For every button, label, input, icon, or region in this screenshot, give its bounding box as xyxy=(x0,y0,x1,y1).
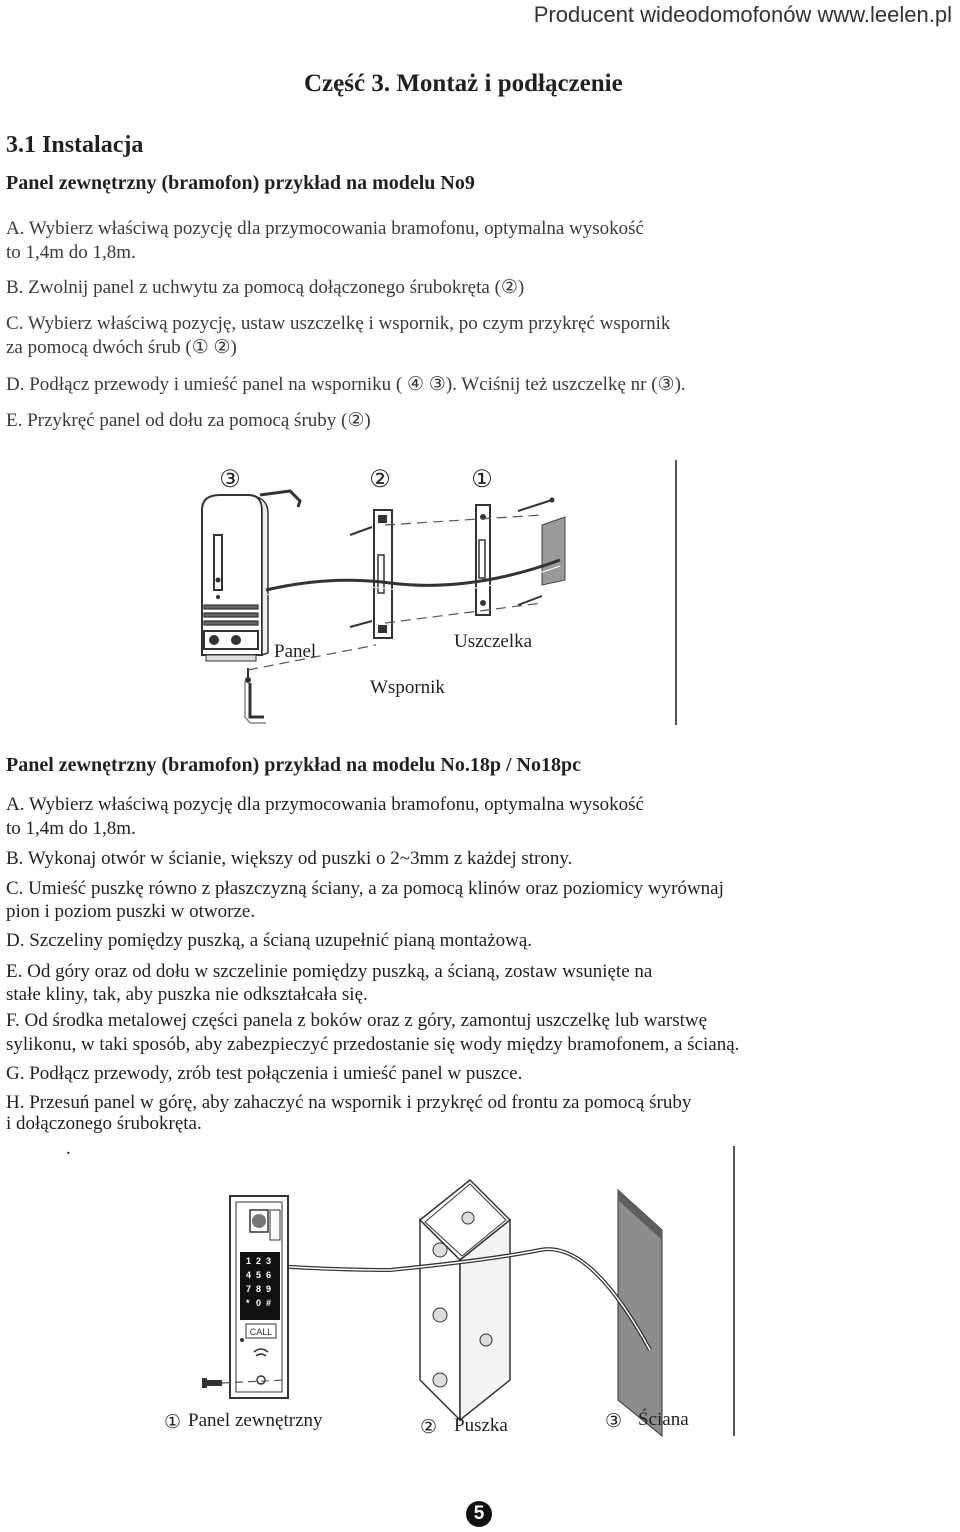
outdoor-panel-device xyxy=(230,1196,288,1398)
diagram1-number-1: ① xyxy=(471,466,493,493)
flush-box-puszka xyxy=(420,1180,510,1420)
panel-device xyxy=(202,495,268,661)
block2-line-f2: sylikonu, w taki sposób, aby zabezpieczyć przedostanie się wody między bramofonem, a ścianą. xyxy=(6,1034,740,1055)
block1-line-a2: to 1,4m do 1,8m. xyxy=(6,242,136,263)
svg-text:4: 4 xyxy=(246,1270,252,1280)
block1-line-a1: A. Wybierz właściwą pozycję dla przymocowania bramofonu, optymalna wysokość xyxy=(6,218,644,239)
wall-hole xyxy=(542,517,565,585)
block1-line-d: D. Podłącz przewody i umieść panel na wsporniku ( ④ ③). Wciśnij też uszczelkę nr (③). xyxy=(6,374,686,395)
svg-text:6: 6 xyxy=(266,1270,272,1280)
block2-line-c2: pion i poziom puszki w otworze. xyxy=(6,901,256,922)
legend-number-2: ② xyxy=(420,1417,438,1438)
svg-text:3: 3 xyxy=(266,1256,272,1266)
block2-line-d: D. Szczeliny pomiędzy puszką, a ścianą uzupełnić pianą montażową. xyxy=(6,930,532,951)
legend-label-sciana: Ściana xyxy=(638,1409,689,1430)
call-button-label: CALL xyxy=(249,1327,273,1337)
bracket-wspornik xyxy=(374,510,392,638)
svg-text:8: 8 xyxy=(256,1284,262,1294)
svg-text:5: 5 xyxy=(256,1270,262,1280)
diagram1-label-wspornik: Wspornik xyxy=(370,677,445,698)
block2-line-h2: i dołączonego śrubokręta. xyxy=(6,1113,202,1134)
block1-line-e: E. Przykręć panel od dołu za pomocą śruby (②) xyxy=(6,410,371,431)
legend-label-panel: Panel zewnętrzny xyxy=(188,1410,323,1431)
legend-number-1: ① xyxy=(164,1412,182,1433)
diagram-panel-no9 xyxy=(190,455,690,730)
diagram1-label-uszczelka: Uszczelka xyxy=(454,631,533,652)
screw xyxy=(202,1378,222,1388)
site-header: Producent wideodomofonów www.leelen.pl xyxy=(533,2,952,27)
legend-number-3: ③ xyxy=(605,1411,623,1432)
gasket-uszczelka xyxy=(476,505,490,615)
page-number: 5 xyxy=(466,1501,492,1527)
block1-line-b: B. Zwolnij panel z uchwytu za pomocą dołączonego śrubokręta (②) xyxy=(6,277,525,298)
block1-line-c1: C. Wybierz właściwą pozycję, ustaw uszczelkę i wspornik, po czym przykręć wspornik xyxy=(6,313,671,334)
block2-line-h1: H. Przesuń panel w górę, aby zahaczyć na wspornik i przykręć od frontu za pomocą śruby xyxy=(6,1092,692,1113)
legend-label-puszka: Puszka xyxy=(454,1415,508,1436)
svg-text:9: 9 xyxy=(266,1284,272,1294)
svg-text:#: # xyxy=(266,1298,272,1308)
block2-line-f1: F. Od środka metalowej części panela z boków oraz z góry, zamontuj uszczelkę lub warstwę xyxy=(6,1010,708,1031)
svg-text:*: * xyxy=(246,1298,250,1308)
diagram1-label-panel: Panel xyxy=(274,641,317,662)
block2-line-c1: C. Umieść puszkę równo z płaszczyzną ściany, a za pomocą klinów oraz poziomicy wyrównaj xyxy=(6,878,724,899)
diagram-panel-no18p xyxy=(150,1140,740,1440)
block2-line-e1: E. Od góry oraz od dołu w szczelinie pomiędzy puszką, a ścianą, zostaw wsunięte na xyxy=(6,961,653,982)
page-title: Część 3. Montaż i podłączenie xyxy=(304,70,623,97)
block2-line-g: G. Podłącz przewody, zrób test połączenia i umieść panel w puszce. xyxy=(6,1063,523,1084)
svg-text:2: 2 xyxy=(256,1256,262,1266)
svg-text:0: 0 xyxy=(256,1298,262,1308)
block2-heading: Panel zewnętrzny (bramofon) przykład na modelu No.18p / No18pc xyxy=(6,754,581,776)
block1-heading: Panel zewnętrzny (bramofon) przykład na modelu No9 xyxy=(6,172,475,194)
block2-line-a1: A. Wybierz właściwą pozycję dla przymocowania bramofonu, optymalna wysokość xyxy=(6,794,644,815)
section-heading: 3.1 Instalacja xyxy=(6,132,144,158)
block2-line-b: B. Wykonaj otwór w ścianie, większy od puszki o 2~3mm z każdej strony. xyxy=(6,848,573,869)
svg-text:7: 7 xyxy=(246,1284,252,1294)
stray-dot: . xyxy=(66,1138,71,1159)
block2-line-e2: stałe kliny, tak, aby puszka nie odkształcała się. xyxy=(6,984,368,1005)
block2-line-a2: to 1,4m do 1,8m. xyxy=(6,818,136,839)
diagram1-number-2: ② xyxy=(369,466,391,493)
diagram1-number-3: ③ xyxy=(219,466,241,493)
svg-text:1: 1 xyxy=(246,1256,252,1266)
block1-line-c2: za pomocą dwóch śrub (① ②) xyxy=(6,337,237,358)
